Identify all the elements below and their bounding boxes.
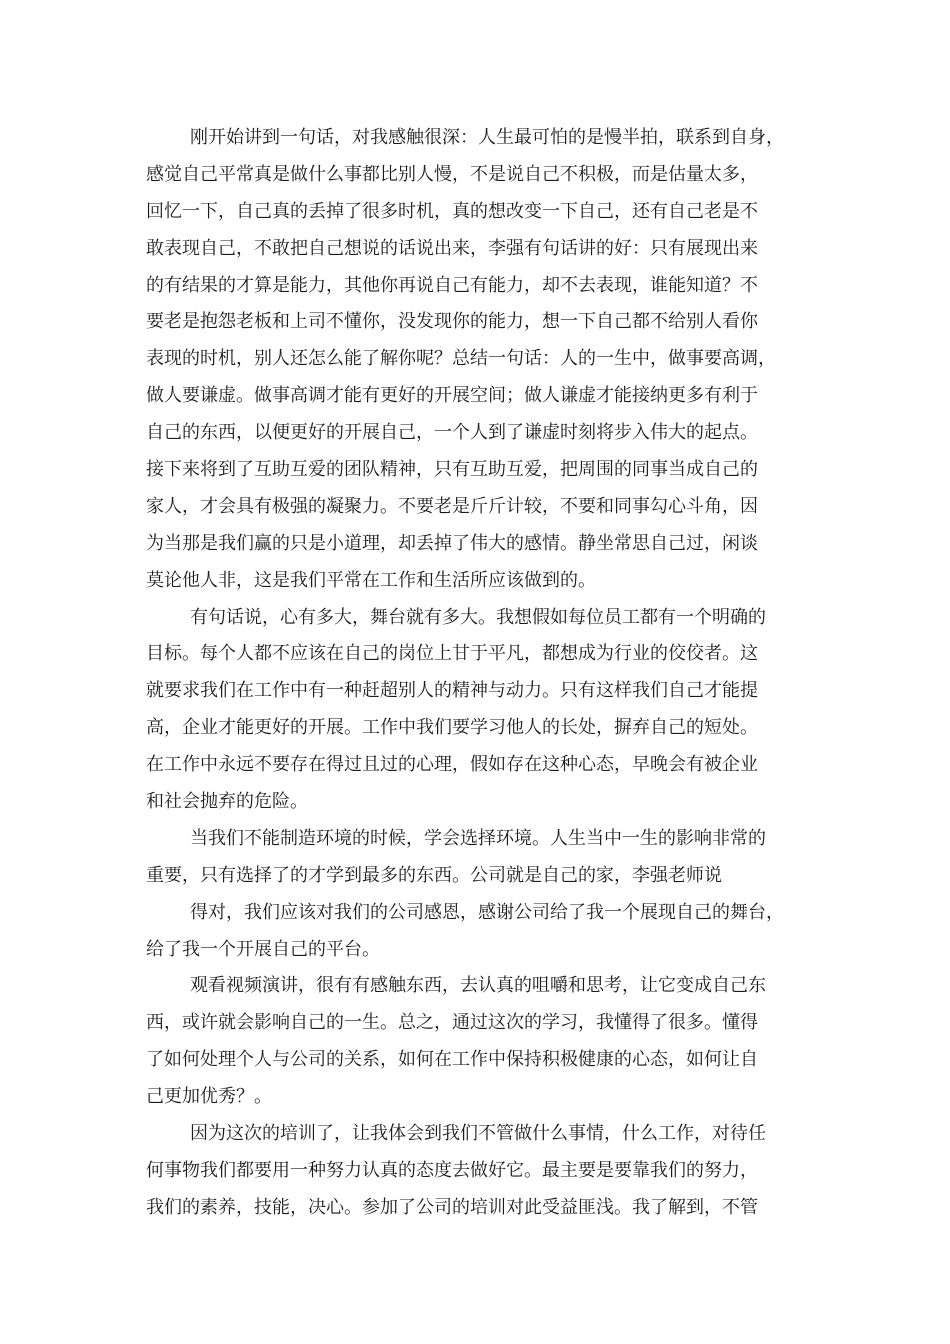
text-line: 观看视频演讲，很有有感触东西，去认真的咀嚼和思考，让它变成自己东 — [190, 975, 766, 997]
text-line: 感觉自己平常真是做什么事都比别人慢，不是说自己不积极，而是估量太多， — [146, 163, 758, 185]
text-line: 为当那是我们赢的只是小道理，却丢掉了伟大的感情。静坐常思自己过，闲谈 — [146, 532, 758, 554]
text-line: 做人要谦虚。做事高调才能有更好的开展空间；做人谦虚才能接纳更多有利于 — [146, 385, 758, 407]
text-line: 家人，才会具有极强的凝聚力。不要老是斤斤计较，不要和同事勾心斗角，因 — [146, 495, 758, 517]
text-line: 表现的时机，别人还怎么能了解你呢？总结一句话：人的一生中，做事要高调， — [146, 348, 776, 370]
text-line: 刚开始讲到一句话，对我感触很深：人生最可怕的是慢半拍，联系到自身， — [190, 127, 784, 148]
text-line: 给了我一个开展自己的平台。 — [146, 938, 380, 960]
text-line: 和社会抛弃的危险。 — [146, 791, 308, 813]
text-line: 当我们不能制造环境的时候，学会选择环境。人生当中一生的影响非常的 — [190, 827, 766, 849]
text-line: 了如何处理个人与公司的关系，如何在工作中保持积极健康的心态，如何让自 — [146, 1049, 758, 1071]
text-line: 回忆一下，自己真的丢掉了很多时机，真的想改变一下自己，还有自己老是不 — [146, 200, 758, 222]
text-line: 接下来将到了互助互爱的团队精神，只有互助互爱，把周围的同事当成自己的 — [146, 459, 758, 481]
text-line: 我们的素养，技能，决心。参加了公司的培训对此受益匪浅。我了解到，不管 — [146, 1196, 758, 1218]
text-line: 自己的东西，以便更好的开展自己，一个人到了谦虚时刻将步入伟大的起点。 — [146, 422, 758, 444]
text-line: 的有结果的才算是能力，其他你再说自己有能力，却不去表现，谁能知道？不 — [146, 274, 758, 296]
text-line: 高，企业才能更好的开展。工作中我们要学习他人的长处，摒弃自己的短处。 — [146, 717, 758, 739]
text-line: 有句话说，心有多大，舞台就有多大。我想假如每位员工都有一个明确的 — [190, 606, 766, 628]
text-line: 西，或许就会影响自己的一生。总之，通过这次的学习，我懂得了很多。懂得 — [146, 1012, 758, 1034]
text-line: 要老是抱怨老板和上司不懂你，没发现你的能力，想一下自己都不给别人看你 — [146, 311, 758, 333]
text-line: 莫论他人非，这是我们平常在工作和生活所应该做到的。 — [146, 569, 596, 591]
text-line: 己更加优秀？。 — [146, 1086, 272, 1108]
text-line: 因为这次的培训了，让我体会到我们不管做什么事情，什么工作，对待任 — [190, 1123, 766, 1145]
text-line: 就要求我们在工作中有一种赶超别人的精神与动力。只有这样我们自己才能提 — [146, 680, 758, 702]
text-line: 何事物我们都要用一种努力认真的态度去做好它。最主要是要靠我们的努力， — [146, 1159, 758, 1181]
text-line: 目标。每个人都不应该在自己的岗位上甘于平凡，都想成为行业的佼佼者。这 — [146, 643, 758, 665]
text-line: 敢表现自己，不敢把自己想说的话说出来，李强有句话讲的好：只有展现出来 — [146, 237, 758, 259]
text-line: 得对，我们应该对我们的公司感恩，感谢公司给了我一个展现自己的舞台， — [190, 901, 784, 923]
text-line: 在工作中永远不要存在得过且过的心理，假如存在这种心态，早晚会有被企业 — [146, 754, 758, 776]
body-text — [146, 120, 836, 1227]
text-line: 重要，只有选择了的才学到最多的东西。公司就是自己的家，李强老师说 — [146, 864, 722, 886]
